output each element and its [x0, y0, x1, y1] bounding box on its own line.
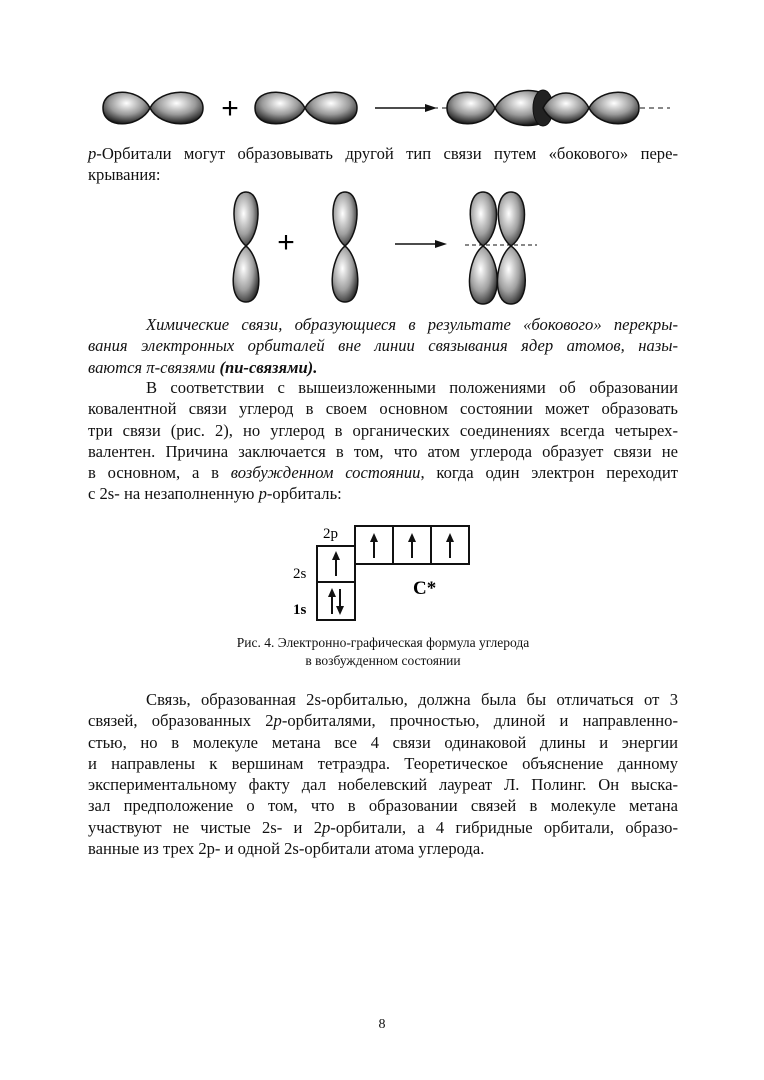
label-2p: 2p [323, 526, 338, 542]
p1-line-1: В соответствии с вышеизложенными положениями об образовании [146, 378, 678, 397]
caption-line-1: Рис. 4. Электронно-графическая формула углерода [236, 635, 530, 650]
p1-line-6a: с 2s- на незаполненную [88, 484, 255, 504]
page-number: 8 [378, 1017, 386, 1032]
sigma-overlap-figure [95, 80, 675, 136]
intro-paragraph [88, 143, 678, 186]
plus-sign: + [221, 92, 239, 125]
p2-line-5: экспериментальному факту дал нобелевский лауреат Л. Полинг. Он выска- [88, 775, 678, 795]
orbital-1s-cell [317, 582, 355, 620]
label-2s: 2s [293, 566, 307, 582]
pi-overlap-figure [215, 186, 545, 308]
figure-caption [150, 634, 616, 669]
p2-line-4: и направлены к вершинам тетраэдра. Теоретическое объяснение данному [88, 753, 678, 773]
italic-p: p [88, 144, 97, 163]
p2-line-7a: участвуют не чистые 2s- и 2 [88, 817, 322, 837]
sigma-bond-result [433, 90, 670, 126]
p1-italic-p: p [258, 484, 267, 504]
pi-bond-result [465, 192, 537, 304]
p1-line-2: ковалентной связи углерод в своем основном состоянии может образовать [88, 399, 678, 419]
arrow-icon [375, 104, 437, 112]
label-c-excited: C* [413, 578, 437, 599]
p-orbital-left [103, 92, 203, 124]
vertical-p-orbital-right [332, 192, 358, 302]
p2-line-1: Связь, образованная 2s-орбиталью, должна была бы отличаться от 3 [146, 690, 678, 709]
definition-paragraph [88, 314, 678, 378]
definition-line-3: ваются π-связями [88, 357, 216, 377]
arrow-icon [395, 240, 447, 248]
p2-line-3: стью, но в молекуле метана все 4 связи одинаковой длины и энергии [88, 732, 678, 752]
caption-line-2: в возбужденном состоянии [305, 652, 461, 668]
p1-line-5b: , когда один электрон переходит [420, 463, 678, 483]
definition-line-1: Химические связи, образующиеся в результате «бокового» перекры- [146, 315, 678, 334]
intro-line-2: крывания: [88, 165, 161, 185]
p1-line-3: три связи (рис. 2), но углерод в органических соединениях всегда четырех- [88, 420, 678, 440]
p1-line-5a: в основном, а в [88, 463, 219, 483]
p2-line-2b: -орбиталями, прочностью, длиной и направленно- [281, 711, 678, 731]
definition-bold-term: (пи-связями). [219, 357, 318, 377]
p-orbital-right [255, 92, 357, 124]
vertical-p-orbital-left [233, 192, 259, 302]
p2-line-6: зал предположение о том, что в образовании связей в молекуле метана [88, 796, 678, 816]
p2-italic-p: p [273, 711, 282, 731]
p2-line-8: ванные из трех 2p- и одной 2s-орбитали атома углерода. [88, 839, 485, 859]
intro-line-1: -Орбитали могут образовывать другой тип связи путем «бокового» пере- [96, 144, 678, 163]
label-1s: 1s [293, 602, 307, 618]
p1-italic-excited-state: возбужденном состоянии [230, 463, 421, 483]
p2-italic-p-2: p [322, 817, 331, 837]
plus-sign: + [277, 226, 295, 259]
p2-line-2a: связей, образованных 2 [88, 711, 274, 731]
p1-line-6b: -орбиталь: [266, 484, 342, 504]
p1-line-4: валентен. Причина заключается в том, что атом углерода образует связи не [88, 441, 678, 461]
paragraph-1 [88, 377, 678, 505]
paragraph-2 [88, 689, 678, 859]
p2-line-7b: -орбитали, а 4 гибридные орбитали, образо- [330, 817, 679, 837]
electron-diagram [285, 518, 485, 622]
definition-line-2: вания электронных орбиталей вне линии связывания ядер атомов, назы- [88, 336, 678, 356]
